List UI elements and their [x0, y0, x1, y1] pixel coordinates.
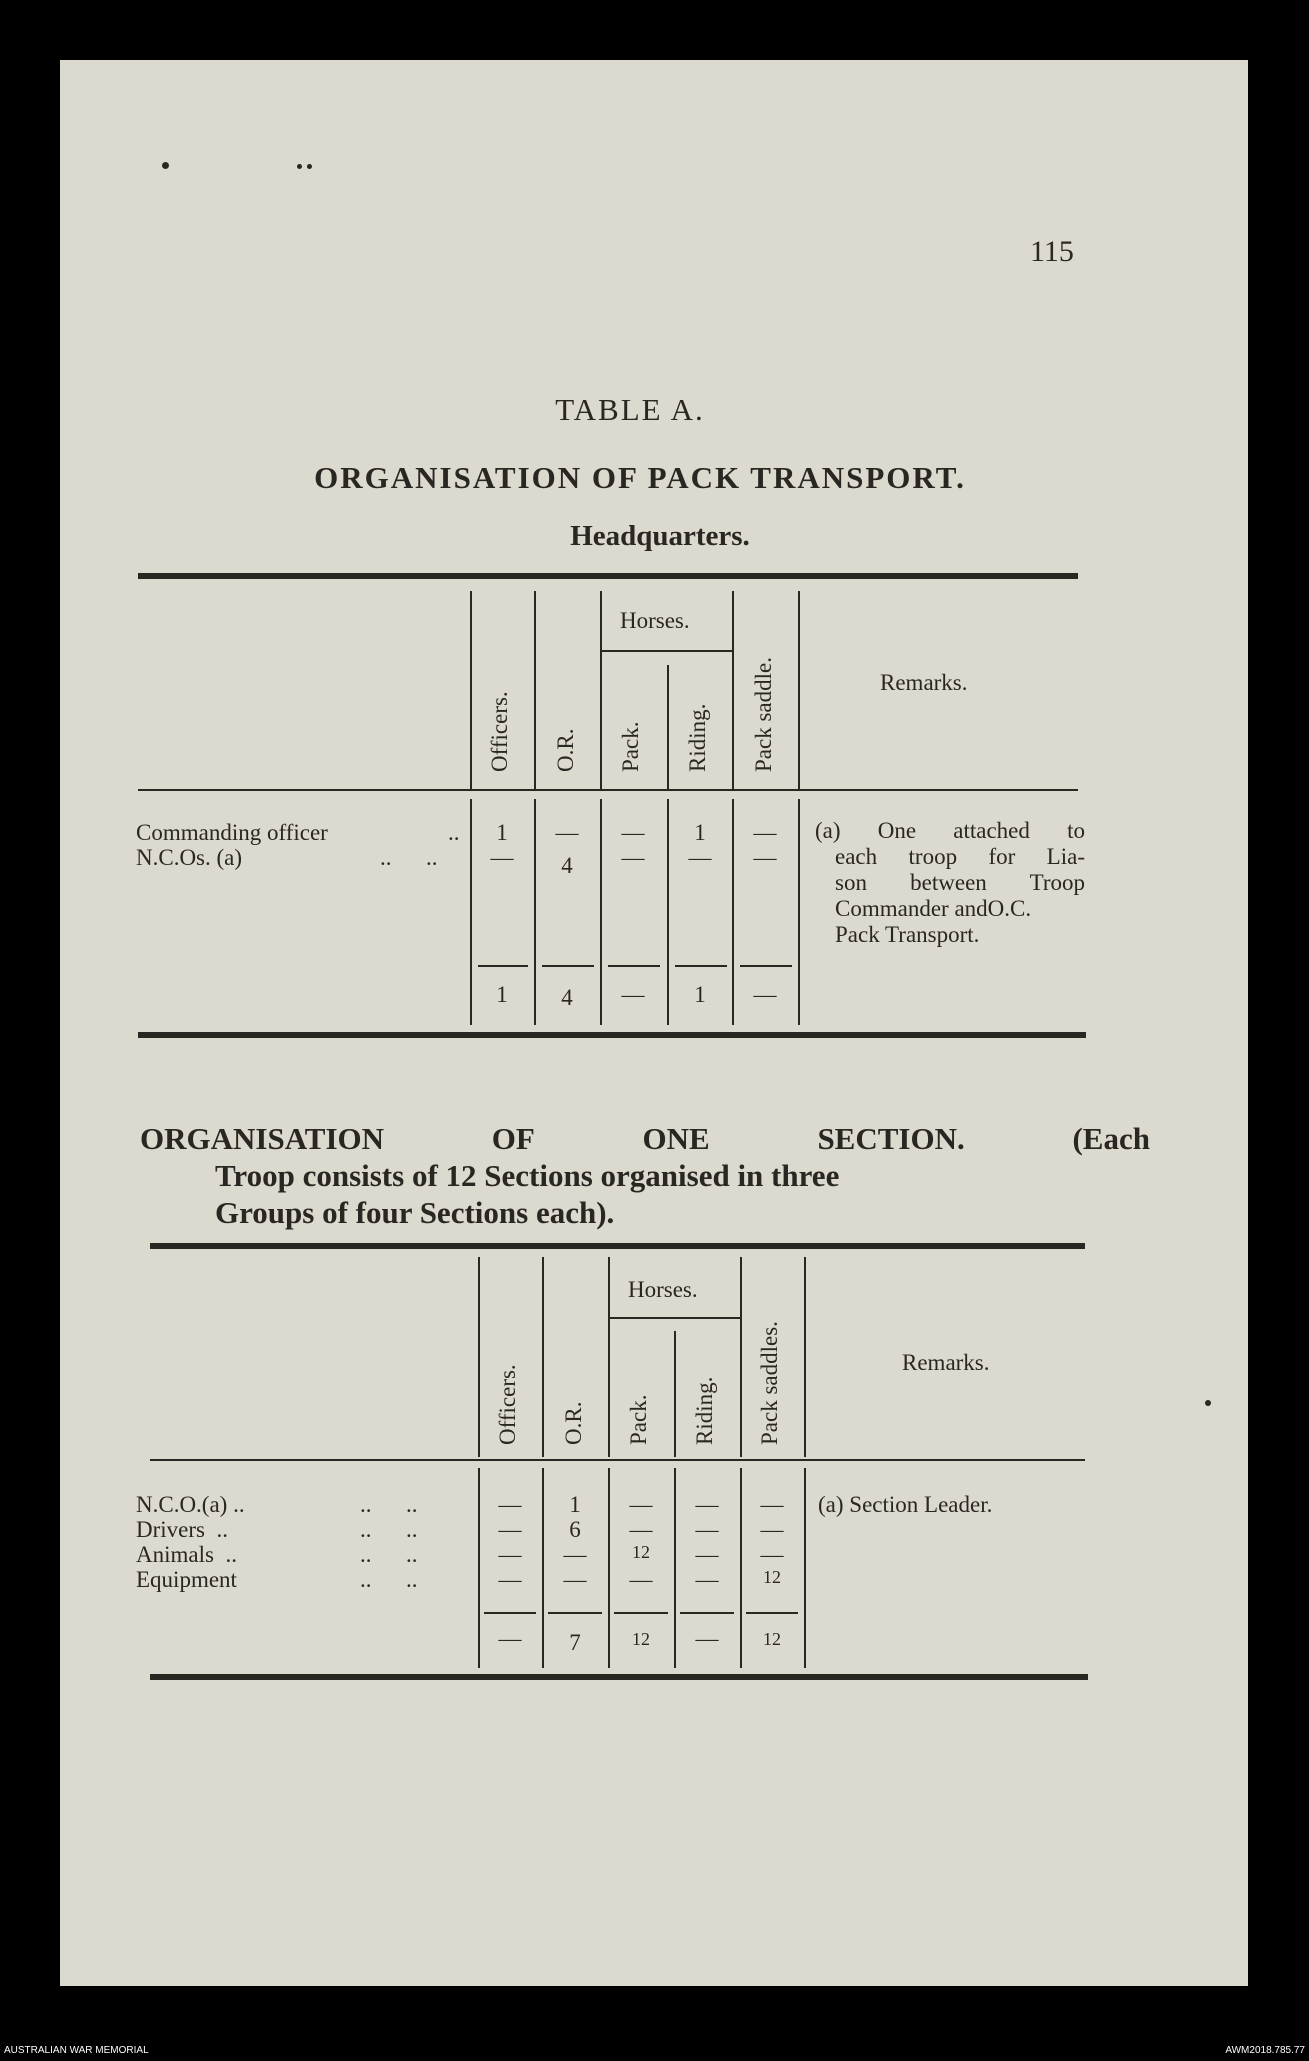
pack-transport-heading: ORGANISATION OF PACK TRANSPORT. — [314, 460, 966, 495]
or-total: 4 — [561, 985, 573, 1010]
officers-total: 1 — [496, 982, 508, 1007]
table1-header-rule — [138, 789, 1078, 791]
table2-bottom-rule — [150, 1674, 1088, 1680]
or-cell: 4 — [561, 853, 573, 878]
pack-saddle-total: — — [753, 982, 777, 1007]
officers-cell: 1 — [496, 820, 508, 845]
row-label: N.C.O.(a) .. — [136, 1492, 245, 1517]
riding-total: — — [695, 1626, 719, 1651]
remarks-line: son between Troop — [835, 870, 1085, 895]
table1-total-rule — [740, 965, 792, 967]
document-page — [60, 60, 1248, 1986]
row-leader-dots: .. .. — [360, 1567, 418, 1592]
table2-total-rule — [746, 1612, 798, 1614]
table-label: TABLE A. — [555, 392, 705, 427]
table2-col-divider — [478, 1257, 480, 1457]
row-leader-dots: .. — [448, 820, 460, 845]
riding-cell: — — [695, 1517, 719, 1542]
riding-cell: 1 — [694, 820, 706, 845]
pack-saddles-cell: — — [760, 1542, 784, 1567]
section-heading-word: SECTION. — [817, 1121, 965, 1156]
or-cell: — — [563, 1567, 587, 1592]
table1-col-divider — [534, 591, 536, 789]
table2-col-divider — [542, 1257, 544, 1457]
pack-saddles-cell: 12 — [763, 1567, 781, 1587]
pack-saddle-column-header: Pack saddle. — [751, 657, 776, 772]
table2-header-rule — [150, 1459, 1085, 1461]
pack-cell: — — [621, 845, 645, 870]
headquarters-subheading: Headquarters. — [570, 520, 750, 552]
table2-top-rule — [150, 1243, 1085, 1249]
table1-col-divider — [600, 591, 602, 789]
horses-group-header: Horses. — [620, 608, 690, 633]
officers-column-header: Officers. — [495, 1364, 520, 1445]
section-heading-word: (Each — [1072, 1121, 1150, 1156]
table1-body-divider — [667, 799, 669, 1025]
remarks-line: each troop for Lia- — [835, 844, 1085, 869]
or-cell: 6 — [569, 1517, 581, 1542]
table2-total-rule — [548, 1612, 602, 1614]
horses-group-header: Horses. — [628, 1277, 698, 1302]
table1-top-rule — [138, 573, 1078, 579]
or-cell: 1 — [569, 1492, 581, 1517]
punch-hole — [307, 164, 312, 169]
table1-body-divider — [534, 799, 536, 1025]
table1-bottom-rule — [138, 1032, 1086, 1038]
pack-cell: — — [629, 1567, 653, 1592]
table2-body-divider — [740, 1468, 742, 1668]
row-label: Commanding officer — [136, 820, 328, 845]
riding-total: 1 — [694, 982, 706, 1007]
remarks-line: (a) One attached to — [815, 818, 1085, 843]
table2-col-divider — [674, 1331, 676, 1457]
table2-body-divider — [804, 1468, 806, 1668]
table2-body-divider — [478, 1468, 480, 1668]
table2-body-divider — [674, 1468, 676, 1668]
section-heading — [140, 1120, 1150, 1231]
section-heading-word: ORGANISATION — [140, 1121, 385, 1156]
table1-body-divider — [600, 799, 602, 1025]
row-label: Drivers .. — [136, 1517, 228, 1542]
pack-cell: — — [621, 820, 645, 845]
footer-credit: AUSTRALIAN WAR MEMORIAL — [4, 2045, 149, 2056]
section-heading-word: OF — [491, 1121, 535, 1156]
table1-horses-rule — [600, 650, 732, 652]
table1-total-rule — [542, 965, 594, 967]
remarks-column-header: Remarks. — [902, 1350, 990, 1375]
page-number: 115 — [1030, 235, 1074, 268]
row-leader-dots: .. .. — [360, 1517, 418, 1542]
pack-column-header: Pack. — [626, 1394, 651, 1445]
or-cell: — — [563, 1542, 587, 1567]
officers-cell: — — [498, 1517, 522, 1542]
section-heading-word: ONE — [642, 1121, 710, 1156]
table1-total-rule — [608, 965, 660, 967]
table1-col-divider — [798, 591, 800, 789]
table2-body-divider — [608, 1468, 610, 1668]
table1-total-rule — [675, 965, 727, 967]
punch-hole — [162, 162, 169, 169]
officers-cell: — — [490, 845, 514, 870]
footer-accession-number: AWM2018.785.77 — [1225, 2045, 1305, 2056]
officers-cell: — — [498, 1492, 522, 1517]
officers-column-header: Officers. — [487, 691, 512, 772]
riding-column-header: Riding. — [692, 1376, 717, 1445]
table1-body-divider — [732, 799, 734, 1025]
riding-column-header: Riding. — [685, 703, 710, 772]
remarks-column-header: Remarks. — [880, 670, 968, 695]
table2-body-divider — [542, 1468, 544, 1668]
row-leader-dots: .. .. — [380, 845, 438, 870]
table2-col-divider — [740, 1257, 742, 1457]
pack-saddles-cell: — — [760, 1492, 784, 1517]
riding-cell: — — [695, 1567, 719, 1592]
row-label: Animals .. — [136, 1542, 237, 1567]
row-label: N.C.Os. (a) — [136, 845, 243, 870]
pack-saddles-cell: — — [760, 1517, 784, 1542]
or-total: 7 — [569, 1630, 581, 1655]
table1-col-divider — [732, 591, 734, 789]
pack-saddles-total: 12 — [763, 1629, 781, 1649]
row-leader-dots: .. .. — [360, 1492, 418, 1517]
riding-cell: — — [695, 1492, 719, 1517]
officers-cell: — — [498, 1542, 522, 1567]
row-label: Equipment — [136, 1567, 237, 1592]
punch-hole — [297, 164, 302, 169]
pack-saddles-column-header: Pack saddles. — [757, 1321, 782, 1445]
officers-cell: — — [498, 1567, 522, 1592]
pack-cell: — — [629, 1492, 653, 1517]
pack-column-header: Pack. — [618, 721, 643, 772]
table2-total-rule — [484, 1612, 536, 1614]
table1-body-divider — [470, 799, 472, 1025]
row-leader-dots: .. .. — [360, 1542, 418, 1567]
or-column-header: O.R. — [553, 728, 578, 772]
table2-total-rule — [680, 1612, 734, 1614]
section-heading-line: Groups of four Sections each). — [215, 1195, 615, 1230]
pack-cell: 12 — [632, 1542, 650, 1562]
officers-total: — — [498, 1626, 522, 1651]
table2-col-divider — [608, 1257, 610, 1457]
table2-col-divider — [804, 1257, 806, 1457]
remarks-line: Pack Transport. — [835, 922, 980, 947]
section-heading-line: Troop consists of 12 Sections organised in three — [215, 1158, 840, 1193]
ink-spot — [1205, 1400, 1211, 1406]
remarks-note — [815, 818, 1085, 948]
pack-total: 12 — [632, 1629, 650, 1649]
table1-body-divider — [798, 799, 800, 1025]
table2-horses-rule — [608, 1317, 740, 1319]
or-cell: — — [555, 820, 579, 845]
pack-saddle-cell: — — [753, 820, 777, 845]
table1-col-divider — [667, 665, 669, 789]
or-column-header: O.R. — [561, 1401, 586, 1445]
remarks-line: Commander andO.C. — [835, 896, 1032, 921]
pack-total: — — [621, 982, 645, 1007]
table1-total-rule — [478, 965, 528, 967]
pack-saddle-cell: — — [753, 845, 777, 870]
remarks-note: (a) Section Leader. — [818, 1492, 993, 1517]
pack-cell: — — [629, 1517, 653, 1542]
riding-cell: — — [695, 1542, 719, 1567]
table1-col-divider — [470, 591, 472, 789]
table2-total-rule — [614, 1612, 668, 1614]
riding-cell: — — [688, 845, 712, 870]
